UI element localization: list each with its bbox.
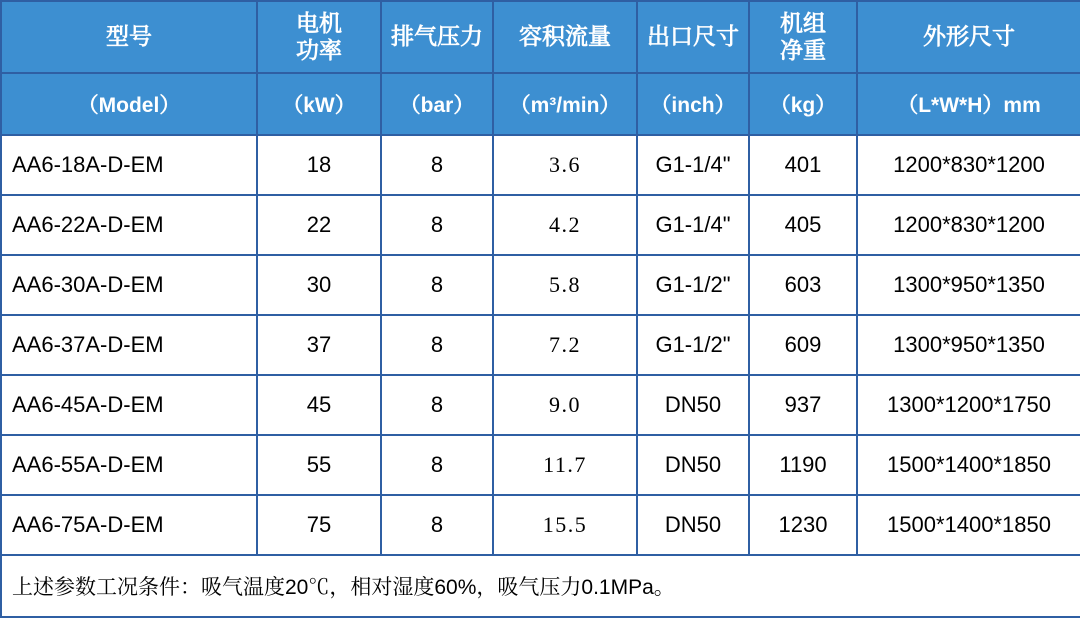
cell-dimensions: 1300*950*1350 — [857, 255, 1080, 315]
table-row — [1, 135, 1080, 195]
unit-header-lwh: （L*W*H）mm — [857, 73, 1080, 135]
cell-flow: 11.7 — [493, 435, 637, 495]
cell-flow: 3.6 — [493, 135, 637, 195]
cell-power: 37 — [257, 315, 381, 375]
cell-dimensions: 1500*1400*1850 — [857, 435, 1080, 495]
cell-outlet: G1-1/4" — [637, 135, 749, 195]
column-header-motor-power — [257, 1, 381, 73]
cell-outlet: G1-1/2" — [637, 255, 749, 315]
cell-flow: 9.0 — [493, 375, 637, 435]
cell-weight: 401 — [749, 135, 857, 195]
cell-flow: 5.8 — [493, 255, 637, 315]
cell-weight: 1230 — [749, 495, 857, 555]
cell-weight: 405 — [749, 195, 857, 255]
header-line: 功率 — [296, 37, 342, 63]
header-line: 型号 — [106, 23, 152, 50]
table-row — [1, 435, 1080, 495]
column-header-model — [1, 1, 257, 73]
cell-power: 22 — [257, 195, 381, 255]
cell-outlet: DN50 — [637, 375, 749, 435]
cell-weight: 603 — [749, 255, 857, 315]
cell-weight: 937 — [749, 375, 857, 435]
cell-model: AA6-45A-D-EM — [1, 375, 257, 435]
cell-pressure: 8 — [381, 375, 493, 435]
header-row-chinese — [1, 1, 1080, 73]
cell-power: 30 — [257, 255, 381, 315]
cell-pressure: 8 — [381, 255, 493, 315]
unit-header-kg: （kg） — [749, 73, 857, 135]
cell-pressure: 8 — [381, 435, 493, 495]
table-footer — [1, 555, 1080, 617]
column-header-outlet-size — [637, 1, 749, 73]
cell-pressure: 8 — [381, 195, 493, 255]
cell-weight: 1190 — [749, 435, 857, 495]
cell-pressure: 8 — [381, 135, 493, 195]
cell-power: 55 — [257, 435, 381, 495]
table-row — [1, 375, 1080, 435]
table-row — [1, 495, 1080, 555]
unit-header-model: （Model） — [1, 73, 257, 135]
cell-dimensions: 1300*1200*1750 — [857, 375, 1080, 435]
table-header — [1, 1, 1080, 135]
cell-power: 18 — [257, 135, 381, 195]
unit-header-inch: （inch） — [637, 73, 749, 135]
cell-outlet: G1-1/4" — [637, 195, 749, 255]
header-line: 排气压力 — [391, 23, 483, 50]
header-line: 净重 — [780, 37, 826, 63]
cell-model: AA6-18A-D-EM — [1, 135, 257, 195]
cell-outlet: DN50 — [637, 435, 749, 495]
unit-header-m3min: （m³/min） — [493, 73, 637, 135]
header-line: 电机 — [296, 9, 342, 36]
column-header-volume-flow — [493, 1, 637, 73]
table-row — [1, 255, 1080, 315]
cell-flow: 7.2 — [493, 315, 637, 375]
cell-model: AA6-30A-D-EM — [1, 255, 257, 315]
cell-dimensions: 1200*830*1200 — [857, 195, 1080, 255]
cell-weight: 609 — [749, 315, 857, 375]
cell-pressure: 8 — [381, 315, 493, 375]
header-line: 容积流量 — [519, 23, 611, 50]
table-row — [1, 195, 1080, 255]
header-line: 机组 — [780, 9, 826, 36]
table-body — [1, 135, 1080, 555]
cell-pressure: 8 — [381, 495, 493, 555]
header-line: 出口尺寸 — [647, 23, 739, 50]
header-line: 外形尺寸 — [923, 23, 1015, 50]
cell-model: AA6-55A-D-EM — [1, 435, 257, 495]
cell-flow: 4.2 — [493, 195, 637, 255]
cell-model: AA6-22A-D-EM — [1, 195, 257, 255]
unit-header-bar: （bar） — [381, 73, 493, 135]
cell-dimensions: 1200*830*1200 — [857, 135, 1080, 195]
cell-dimensions: 1500*1400*1850 — [857, 495, 1080, 555]
cell-outlet: DN50 — [637, 495, 749, 555]
header-row-units — [1, 73, 1080, 135]
cell-power: 75 — [257, 495, 381, 555]
cell-model: AA6-37A-D-EM — [1, 315, 257, 375]
column-header-overall-dimensions — [857, 1, 1080, 73]
cell-power: 45 — [257, 375, 381, 435]
cell-outlet: G1-1/2" — [637, 315, 749, 375]
column-header-net-weight — [749, 1, 857, 73]
cell-flow: 15.5 — [493, 495, 637, 555]
cell-dimensions: 1300*950*1350 — [857, 315, 1080, 375]
cell-model: AA6-75A-D-EM — [1, 495, 257, 555]
footnote-row — [1, 555, 1080, 617]
table-row — [1, 315, 1080, 375]
unit-header-kw: （kW） — [257, 73, 381, 135]
column-header-discharge-pressure — [381, 1, 493, 73]
footnote-text: 上述参数工况条件：吸气温度20℃，相对湿度60%，吸气压力0.1MPa。 — [1, 555, 1080, 617]
